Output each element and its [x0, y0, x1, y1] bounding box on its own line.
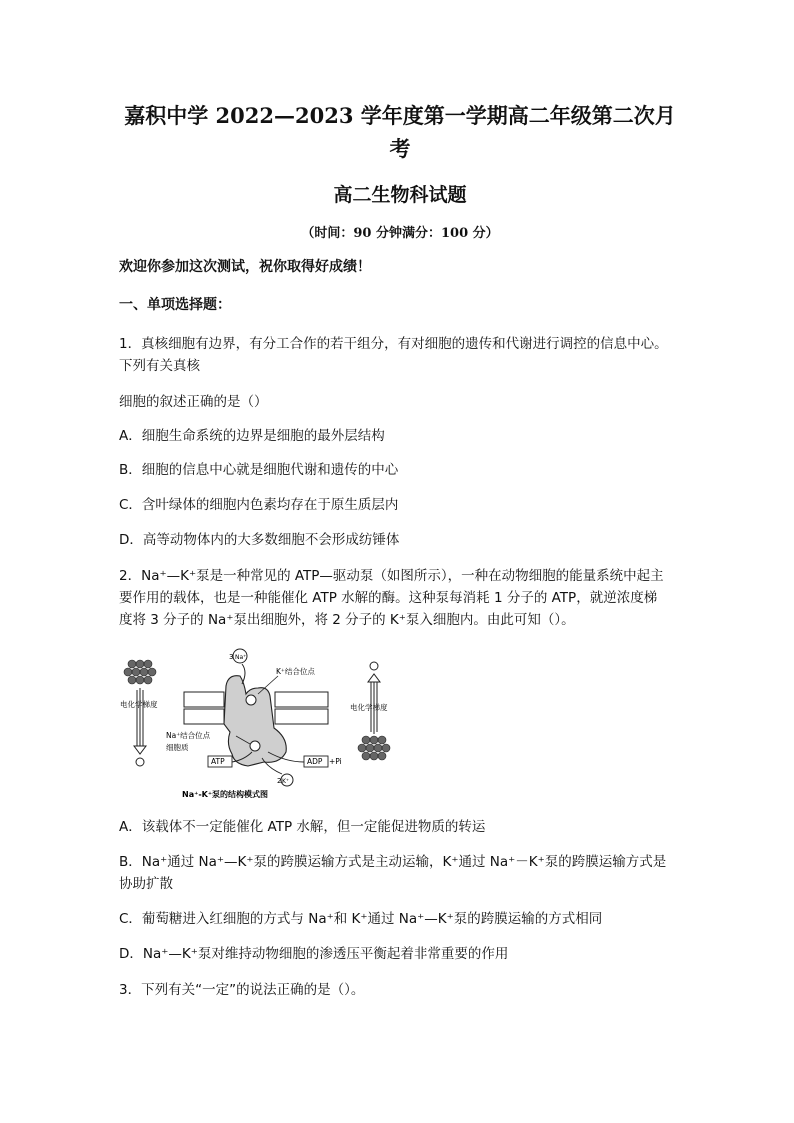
na-site-label: Na⁺结合位点 — [166, 731, 211, 740]
membrane-right — [275, 692, 328, 724]
left-gradient-label: 电化学梯度 — [120, 700, 158, 709]
membrane-left — [184, 692, 224, 724]
greeting: 欢迎你参加这次测试，祝你取得好成绩！ — [119, 259, 371, 275]
cytoplasm-label: 细胞质 — [166, 743, 189, 752]
na-binding-site — [250, 741, 260, 751]
exam-title-line2: 考 — [389, 136, 411, 161]
exam-subtitle: 高二生物科试题 — [333, 184, 467, 206]
q1-option-b: B．细胞的信息中心就是细胞代谢和遗传的中心 — [119, 462, 399, 478]
exam-time-info: （时间：90 分钟满分：100 分） — [301, 226, 499, 241]
q3-stem: 3．下列有关“一定”的说法正确的是（）。 — [119, 982, 365, 998]
diagram-caption: Na⁺-K⁺泵的结构模式图 — [182, 790, 269, 799]
na-count: 3 — [229, 653, 234, 661]
q1-stem-line1: 1．真核细胞有边界，有分工合作的若干组分，有对细胞的遗传和代谢进行调控的信息中心。 — [119, 336, 668, 352]
k-count: 2 — [277, 777, 282, 785]
atp-label: ATP — [211, 757, 225, 766]
q2-option-b-line1: B．Na⁺通过 Na⁺—K⁺泵的跨膜运输方式是主动运输，K⁺通过 Na⁺－K⁺泵的跨膜运输方式是 — [119, 854, 667, 870]
q2-stem-line2: 要作用的载体，也是一种能催化 ATP 水解的酶。这种泵每消耗 1 分子的 ATP，就逆浓度梯 — [119, 590, 658, 606]
na-k-pump-diagram — [118, 642, 418, 802]
left-ion-cluster — [124, 660, 156, 684]
section-heading: 一、单项选择题： — [119, 297, 231, 313]
q1-stem-line2: 下列有关真核 — [119, 358, 200, 374]
q1-stem-line3: 细胞的叙述正确的是（） — [119, 394, 268, 410]
q2-option-b-line2: 协助扩散 — [119, 876, 173, 892]
exam-title-line1: 嘉积中学 2022—2023 学年度第一学期高二年级第二次月 — [124, 103, 676, 128]
q1-option-a: A．细胞生命系统的边界是细胞的最外层结构 — [119, 428, 385, 444]
k-ion-label: K⁺ — [282, 778, 290, 785]
k-binding-site — [246, 695, 256, 705]
na-ion-label: Na⁺ — [235, 654, 247, 661]
q2-option-a: A．该载体不一定能催化 ATP 水解，但一定能促进物质的转运 — [119, 819, 486, 835]
k-site-label: K⁺结合位点 — [276, 667, 315, 676]
q1-option-d: D．高等动物体内的大多数细胞不会形成纺锤体 — [119, 532, 400, 548]
q2-stem-line3: 度将 3 分子的 Na⁺泵出细胞外，将 2 分子的 K⁺泵入细胞内。由此可知（）。 — [119, 612, 575, 628]
right-gradient-label: 电化学梯度 — [350, 703, 388, 712]
q1-option-c: C．含叶绿体的细胞内色素均存在于原生质层内 — [119, 497, 399, 513]
q2-option-c: C．葡萄糖进入红细胞的方式与 Na⁺和 K⁺通过 Na⁺—K⁺泵的跨膜运输的方式相同 — [119, 911, 603, 927]
right-gradient-arrow — [368, 662, 380, 734]
right-ion-cluster — [358, 736, 390, 760]
q2-stem-line1: 2．Na⁺—K⁺泵是一种常见的 ATP—驱动泵（如图所示），一种在动物细胞的能量系统中起主 — [119, 568, 664, 584]
adp-label: ADP — [307, 757, 323, 766]
pi-label: +Pi — [329, 757, 342, 766]
q2-option-d: D．Na⁺—K⁺泵对维持动物细胞的渗透压平衡起着非常重要的作用 — [119, 946, 509, 962]
